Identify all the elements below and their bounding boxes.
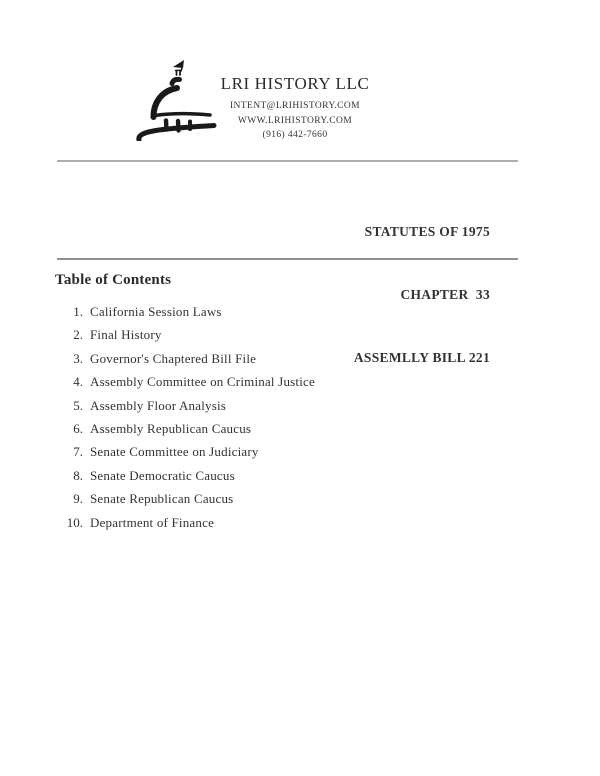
toc-item — [52, 511, 315, 534]
toc-item — [52, 464, 315, 487]
letterhead — [210, 74, 380, 143]
company-phone: (916) 442-7660 — [262, 130, 328, 140]
company-name: LRI HISTORY LLC — [220, 74, 370, 93]
toc-item — [52, 300, 315, 323]
toc-item-number: 5. — [73, 397, 83, 413]
toc-item-label: Final History — [90, 327, 162, 343]
toc-item — [52, 440, 315, 463]
statutes-line: STATUTES OF 1975 — [364, 224, 490, 239]
toc-item-label: Assembly Republican Caucus — [90, 421, 252, 437]
toc-heading: Table of Contents — [55, 272, 172, 288]
toc-item-number: 7. — [73, 444, 83, 460]
divider-bottom — [57, 258, 518, 260]
toc-item — [52, 394, 315, 417]
toc-item — [52, 417, 315, 440]
toc-item-number: 3. — [73, 350, 83, 366]
bill-reference — [354, 179, 490, 410]
divider-top — [57, 160, 518, 162]
toc-item-label: California Session Laws — [90, 304, 222, 319]
toc-item — [52, 370, 315, 393]
toc-item-label: Governor's Chaptered Bill File — [90, 350, 257, 366]
toc-item-number: 6. — [73, 421, 83, 437]
toc-item-number: 2. — [73, 327, 83, 343]
toc-item-label: Department of Finance — [90, 514, 215, 530]
toc-item-label: Assembly Floor Analysis — [90, 397, 227, 413]
toc-item — [52, 323, 315, 346]
toc-item-number: 1. — [73, 304, 83, 319]
toc-item-number: 8. — [73, 467, 83, 483]
assembly-bill-line: ASSEMLLY BILL 221 — [353, 350, 490, 365]
toc-item — [52, 487, 315, 510]
toc-item-label: Senate Committee on Judiciary — [90, 444, 259, 460]
toc-item — [52, 347, 315, 370]
chapter-line: CHAPTER 33 — [400, 287, 490, 302]
company-email: INTENT@LRIHISTORY.COM — [229, 101, 360, 111]
toc-item-label: Senate Republican Caucus — [90, 491, 234, 507]
capitol-dome-icon — [136, 57, 218, 141]
toc-list — [52, 300, 315, 534]
company-website: WWW.LRIHISTORY.COM — [237, 115, 353, 126]
toc-item-label: Senate Democratic Caucus — [90, 467, 235, 483]
toc-item-number: 10. — [66, 514, 83, 530]
toc-item-number: 9. — [73, 491, 83, 507]
toc-item-label: Assembly Committee on Criminal Justice — [90, 374, 315, 390]
toc-item-number: 4. — [73, 374, 83, 390]
